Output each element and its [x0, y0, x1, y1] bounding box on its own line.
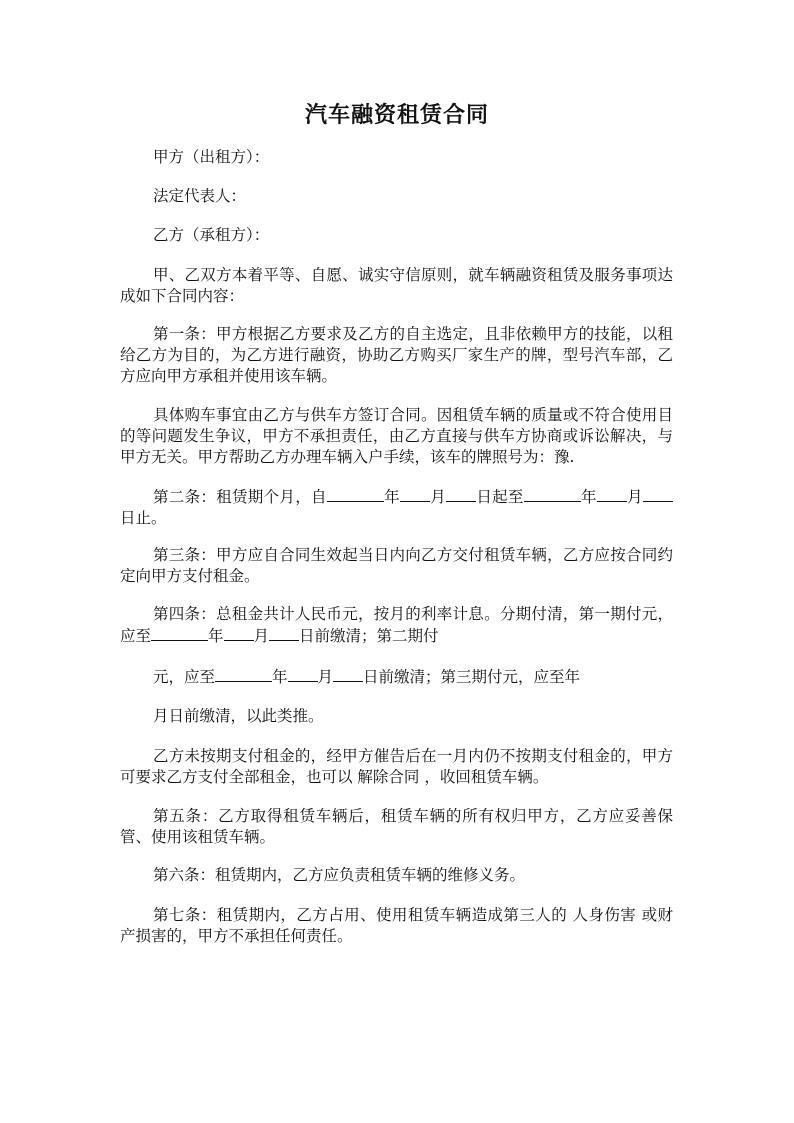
article-1-purchase: 具体购车事宜由乙方与供车方签订合同。因租赁车辆的质量或不符合使用目的等问题发生争议，甲方不承担责任，由乙方直接与供车方协商或诉讼解决，与甲方无关。甲方帮助乙方办理车辆入户手续，该车的牌照号为：豫. — [120, 406, 673, 466]
year-label: 年 — [272, 668, 288, 686]
month-label: 月 — [253, 627, 270, 645]
month-blank[interactable] — [288, 666, 318, 682]
article-3: 第三条：甲方应自合同生效起当日内向乙方交付租赁车辆，乙方应按合同约定向甲方支付租金。 — [120, 546, 673, 585]
year-blank[interactable] — [151, 625, 208, 641]
month-label: 月 — [626, 488, 643, 506]
intro-paragraph: 甲、乙双方本着平等、自愿、诚实守信原则，就车辆融资租赁及服务事项达成如下合同内容： — [120, 266, 673, 305]
day-blank[interactable] — [446, 486, 476, 502]
month-label: 月 — [429, 488, 447, 506]
article-6: 第六条：租赁期内，乙方应负责租赁车辆的维修义务。 — [153, 866, 526, 884]
party-b-line: 乙方（承租方）： — [153, 226, 270, 244]
month-label: 月 — [317, 668, 334, 686]
year-blank[interactable] — [327, 486, 384, 502]
end-day-blank[interactable] — [643, 486, 673, 502]
day-from-label: 日起至 — [476, 488, 524, 506]
article-2-text: 第二条：租赁期个月，自 — [153, 488, 327, 506]
article-4-default: 乙方未按期支付租金的，经甲方催告后在一月内仍不按期支付租金的，甲方可要求乙方支付全部租金，也可以 解除合同 ，收回租赁车辆。 — [120, 747, 673, 786]
article-4 — [120, 604, 673, 647]
day-end-label: 日止。 — [120, 509, 167, 527]
year-blank[interactable] — [215, 666, 272, 682]
article-5: 第五条：乙方取得租赁车辆后，租赁车辆的所有权归甲方，乙方应妥善保管、使用该租赁车辆。 — [120, 807, 673, 846]
day-blank[interactable] — [269, 625, 299, 641]
day-blank[interactable] — [333, 666, 363, 682]
end-year-blank[interactable] — [524, 486, 581, 502]
month-blank[interactable] — [400, 486, 430, 502]
year-label: 年 — [383, 488, 400, 506]
page-title: 汽车融资租赁合同 — [304, 102, 489, 128]
text: 元，应至 — [153, 668, 216, 686]
text-b: 日前缴清；第三期付元，应至年 — [363, 668, 581, 686]
article-4-second — [120, 666, 673, 688]
article-4-text-b: 日前缴清；第二期付 — [299, 627, 439, 645]
year-label: 年 — [208, 627, 224, 645]
article-4-text: 第四条：总租金共计人民币元，按月的利率计息。分期付清，第一期付元，应至 — [120, 605, 673, 645]
article-2 — [120, 486, 673, 529]
article-4-third: 月日前缴清，以此类推。 — [153, 707, 324, 725]
year-label: 年 — [580, 488, 597, 506]
end-month-blank[interactable] — [597, 486, 627, 502]
article-1: 第一条：甲方根据乙方要求及乙方的自主选定，且非依赖甲方的技能，以租给乙方为目的，为乙方进行融资，协助乙方购买厂家生产的牌，型号汽车部，乙方应向甲方承租并使用该车辆。 — [120, 325, 673, 385]
party-a-line: 甲方（出租方）： — [153, 148, 270, 166]
article-7: 第七条：租赁期内，乙方占用、使用租赁车辆造成第三人的 人身伤害 或财产损害的，甲方不承担任何责任。 — [120, 906, 673, 945]
month-blank[interactable] — [224, 625, 254, 641]
legal-rep-line: 法定代表人： — [153, 187, 247, 205]
